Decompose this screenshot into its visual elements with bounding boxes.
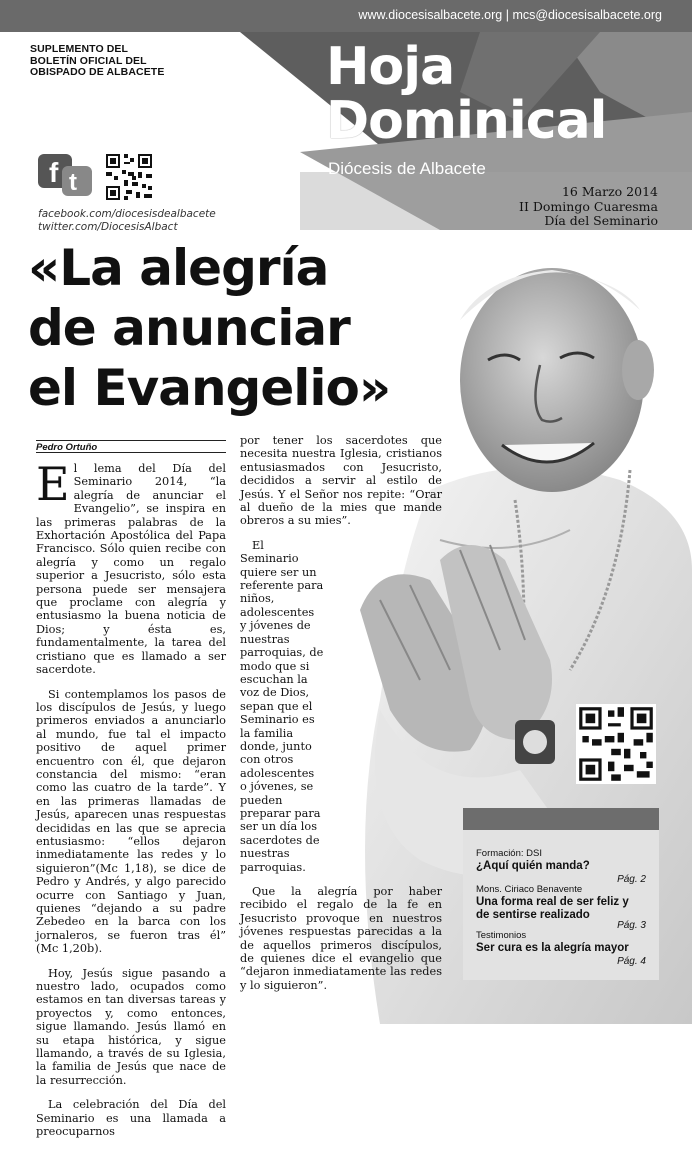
issue-info: [519, 185, 658, 229]
paragraph: El Seminario quiere ser un referente para niños, adolescentes y jóvenes de nuestras parroquias, de modo que si escuchan la voz de Dios, sepan que el Seminario es la familia donde, junto con otros adolescentes o jóvenes, se pueden preparar para ser un día los sacerdotes de nuestras parroquias.: [240, 538, 324, 874]
paragraph: Si contemplamos los pasos de los discípulos de Jesús, y luego primeros enviados a anunciarlo al mundo, fue tal el impacto positivo de aquel primer encuentro con él, que dejaron constancia del mismo: “eran como las cuatro de la tarde”. Y en las primeras llamadas de Jesús, aparecen unas respuestas decididas en las que se aprecia entusiasmo: “ellos dejaron inmediatamente las redes y lo siguieron”(Mc 1,18), se dice de Pedro y Andrés, y algo parecido ocurre con Santiago y Juan, quienes “dejando a su padre Zebedeo en la barca con los jornaleros, se fueron tras él” (Mc 1,20b).: [36, 687, 226, 956]
facebook-link[interactable]: facebook.com/diocesisdealbacete: [38, 208, 216, 220]
svg-text:f: f: [49, 157, 59, 188]
index-section-3: Testimonios: [476, 930, 527, 941]
social-links: [38, 208, 216, 233]
qr-code-photo-icon[interactable]: [576, 704, 656, 784]
masthead-title: Hoja Dominical: [326, 37, 607, 151]
liturgical-day: II Domingo Cuaresma: [519, 198, 658, 214]
index-section-1: Formación: DSI: [476, 848, 542, 859]
article-column-2: [240, 434, 442, 1003]
diocese-name: Diócesis de Albacete: [328, 159, 486, 178]
svg-text:t: t: [69, 169, 77, 196]
facebook-twitter-icon[interactable]: [38, 154, 94, 198]
drop-cap: E: [36, 457, 70, 511]
article-headline: «La alegría de anunciar el Evangelio»: [28, 239, 391, 417]
article-column-1: [36, 457, 226, 1150]
contents-header-bar: [463, 808, 659, 830]
qr-code-icon[interactable]: [104, 152, 154, 202]
twitter-link[interactable]: twitter.com/DiocesisAlbact: [38, 220, 178, 233]
issue-date: 16 Marzo 2014: [561, 184, 658, 199]
index-title-3[interactable]: Ser cura es la alegría mayor: [476, 942, 629, 954]
index-title-1[interactable]: ¿Aquí quién manda?: [476, 860, 590, 872]
paragraph: por tener los sacerdotes que necesita nuestra Iglesia, cristianos entusiasmados con Jesucristo, decididos a servir al estilo de Jesús. Y el Señor nos repite: “Orar al dueño de la mies que mande obreros a su mies”.: [240, 434, 442, 528]
supplement-label: SUPLEMENTO DEL BOLETÍN OFICIAL DEL OBISPADO DE ALBACETE: [30, 43, 165, 78]
paragraph: Hoy, Jesús sigue pasando a nuestro lado, ocupados como estamos en tan diversas tareas y proyectos y, como entonces, sigue llamando. Jesús llamó en su etapa histórica, y sigue llamando, a través de su Iglesia, la familia de Jesús que nace de la resurrección.: [36, 966, 226, 1087]
occasion: Día del Seminario: [544, 213, 658, 228]
paragraph: El lema del Día del Seminario 2014, “la alegría de anunciar el Evangelio”, se inspira en las primeras palabras de la Exhortación Apostólica del Papa Francisco. Sólo quien recibe con alegría y como un regalo superior a Jesucristo, sólo esta persona puede ser mensajera que proclame con alegría y entusiasmo la buena noticia de Dios; y ésta es, fundamentalmente, la tarea del cristiano que es llamado a ser sacerdote.: [36, 457, 226, 677]
index-page-1: Pág. 2: [617, 874, 646, 885]
contact-line: www.diocesisalbacete.org | mcs@diocesisalbacete.org: [358, 8, 662, 22]
index-section-2: Mons. Ciriaco Benavente: [476, 884, 583, 895]
top-band: [0, 0, 692, 32]
paragraph: Que la alegría por haber recibido el regalo de la fe en Jesucristo provoque en nuestros jóvenes respuestas parecidas a la de aquellos primeros discípulos, de quienes dice el evangelio que “dejaron inmediatamente las redes y lo siguieron”.: [240, 885, 442, 992]
paragraph: La celebración del Día del Seminario es una llamada a preocuparnos: [36, 1098, 226, 1139]
index-page-2: Pág. 3: [617, 920, 646, 931]
index-page-3: Pág. 4: [617, 956, 646, 967]
author-rule: [36, 452, 226, 453]
index-title-2[interactable]: Una forma real de ser feliz y de sentirse realizado: [476, 896, 629, 921]
article-author: Pedro Ortuño: [36, 440, 226, 453]
